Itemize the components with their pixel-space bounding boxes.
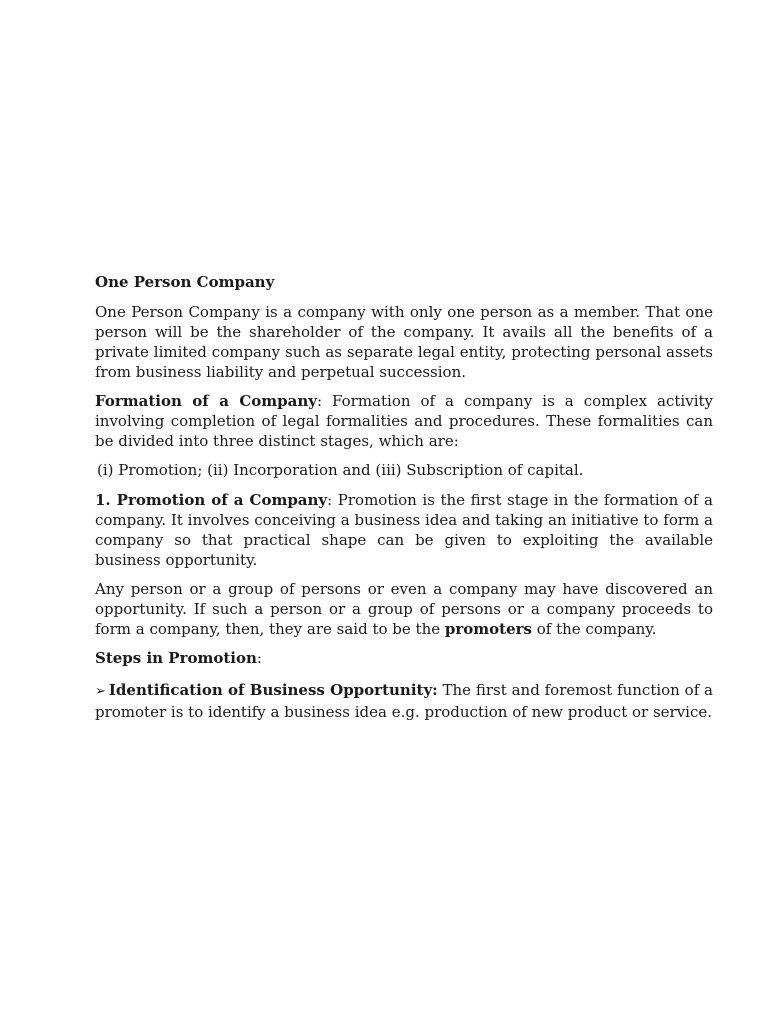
paragraph-identification [95,680,713,722]
paragraph-definition: One Person Company is a company with only one person as a member. That one person will be the shareholder of the company. It avails all the benefits of a private limited company such as separate legal entity, protecting personal assets from business liability and perpetual succession. [95,303,713,381]
steps-heading [95,648,713,668]
paragraph-formation [95,391,713,451]
arrow-bullet-icon: ➢ [95,684,106,699]
formation-colon: : [317,392,323,410]
formation-term: Formation of a Company [95,392,317,410]
promotion-term: 1. Promotion of a Company [95,491,328,509]
steps-heading-text: Steps in Promotion [95,649,257,667]
document-body [95,272,713,731]
promotion-text: Promotion is the first stage in the formation of a company. It involves conceiving a business idea and taking an initiative to form a company so that practical shape can be given to exploiting the available business opportunity. [95,491,713,569]
promotion-colon: : [327,491,333,509]
paragraph-promotion [95,490,713,570]
promoters-text-end: of the company. [531,620,657,638]
steps-heading-colon: : [256,649,262,667]
promoters-term: promoters [444,620,532,638]
identification-term: Identification of Business Opportunity: [108,681,438,699]
paragraph-stages: (i) Promotion; (ii) Incorporation and (iii) Subscription of capital. [97,461,584,479]
formation-text: Formation of a company is a complex activity involving completion of legal formalities and procedures. These formalities can be divided into three distinct stages, which are: [95,392,714,450]
identification-text: The first and foremost function of a promoter is to identify a business idea e.g. production of new product or service. [95,681,714,721]
paragraph-promoters [95,579,713,639]
promoters-text-start: Any person or a group of persons or even a company may have discovered an opportunity. If such a person or a group of persons or a company proceeds to form a company, then, they are said to be the [95,580,713,638]
section-title: One Person Company [95,273,275,291]
